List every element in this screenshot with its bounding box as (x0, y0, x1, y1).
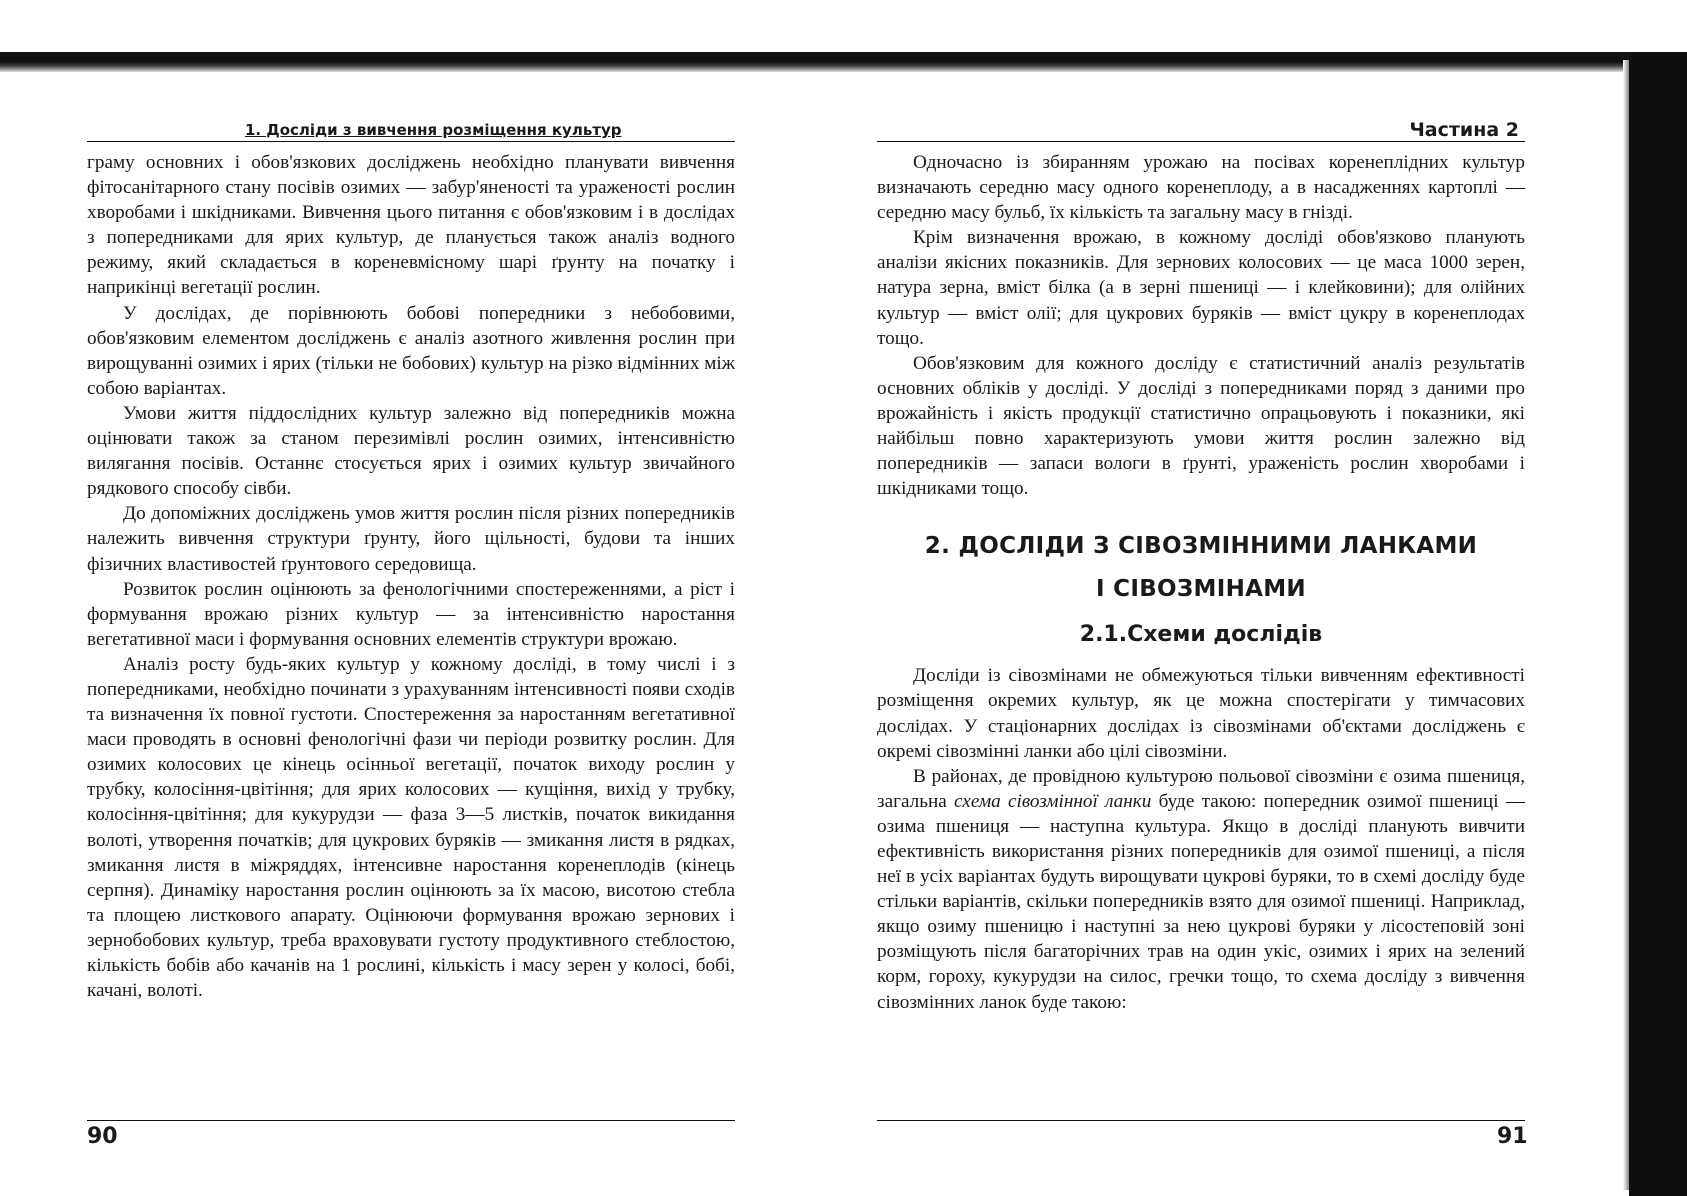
scan-top-edge (0, 52, 1687, 72)
left-page (87, 120, 735, 1003)
right-paragraph-5 (877, 764, 1525, 1015)
section-title-line-2: І СІВОЗМІНАМИ (1096, 576, 1306, 603)
left-paragraph-5: Розвиток рослин оцінюють за фенологічними спостереженнями, а ріст і формування врожаю різних культур — за інтенсивністю наростання вегетативної маси і формування основних елементів структури врожаю. (87, 578, 735, 650)
left-paragraph-6: Аналіз росту будь-яких культур у кожному досліді, в тому числі і з попередниками, необхідно починати з урахуванням інтенсивності появи сходів та визначення їх повної густоти. Спостереження за наростанням вегетативної маси проводять в основні фенологічні фази чи періоди розвитку рослин. Для озимих колосових це кінець осінньої вегетації, початок виходу рослин у трубку, колосіння-цвітіння; для ярих колосових — кущіння, вихід у трубку, колосіння-цвітіння; для кукурудзи — фаза 3—5 листків, початок викидання волоті, утворення початків; для цукрових буряків — змикання листя в рядках, змикання листя в міжряддях, інтенсивне наростання коренеплодів (кінець серпня). Динаміку наростання рослин оцінюють за їх масою, висотою стебла та площею листкового апарату. Оцінюючи формування врожаю зернових і зернобобових культур, треба враховувати густоту продуктивного стеблостою, кількість бобів або качанів на 1 рослині, кількість і масу зерен у колосі, бобі, качані, волоті. (87, 653, 735, 1002)
page-gutter-shadow (1623, 60, 1629, 1190)
scan-right-edge (1629, 52, 1687, 1196)
left-body-text (87, 150, 735, 1003)
subsection-title: 2.1.Схеми дослідів (1079, 622, 1323, 648)
right-body-text-bottom (877, 663, 1525, 1014)
right-paragraph-3: Обов'язковим для кожного досліду є статистичний аналіз результатів основних обліків у досліді. У досліді з попередниками поряд з даними про врожайність і якість продукції статистично опрацьовують і показники, які найбільш повно характеризують умови життя рослин залежно від попередників — запаси вологи в ґрунті, ураженість рослин хворобами і шкідниками тощо. (877, 352, 1525, 500)
section-title (877, 525, 1525, 611)
right-running-head: Частина 2 (877, 120, 1525, 142)
left-paragraph-2: У дослідах, де порівнюють бобові попередники з небобовими, обов'язковим елементом досліджень є аналіз азотного живлення рослин при вирощуванні озимих і ярих (тільки не бобових) культур на різко відмінних між собою варіантах. (87, 302, 735, 399)
paragraph-5-end: буде такою: попередник озимої пшениці — озима пшениця — наступна культура. Якщо в досліді планують вивчити ефективність використання різних попередників для озимої пшениці, а після неї в усіх варіантах будуть вирощувати цукрові буряки, то в схемі досліду буде стільки варіантів, скільки попередників взято для озимої пшениці. Наприклад, якщо озиму пшеницю і наступні за нею цукрові буряки у лісостеповій зоні розміщують після багаторічних трав на один укіс, озимих і ярих на зелений корм, гороху, кукурудзи на силос, гречки тощо, то схема досліду з вивчення сівозмінних ланок буде такою: (877, 790, 1525, 1013)
right-page-number: 91 (1497, 1124, 1528, 1149)
section-title-line-1: 2. ДОСЛІДИ З СІВОЗМІННИМИ ЛАНКАМИ (924, 533, 1478, 560)
left-paragraph-4: До допоміжних досліджень умов життя рослин після різних попередників належить вивчення структури ґрунту, його щільності, будови та інших фізичних властивостей ґрунтового середовища. (87, 503, 735, 575)
left-running-head-text: 1. Досліди з вивчення розміщення культур (245, 121, 622, 139)
paragraph-5-italic-term: схема сівозмінної ланки (954, 790, 1152, 812)
left-page-number: 90 (87, 1124, 118, 1149)
right-body-text-top (877, 150, 1525, 501)
right-footer-rule (877, 1120, 1525, 1121)
left-running-head (87, 120, 735, 142)
paragraph-5-start: В районах, де провідною культурою польової сівозміни є озима пшениця, загальна (877, 765, 1525, 812)
right-paragraph-1: Одночасно із збиранням урожаю на посівах коренеплідних культур визначають середню масу одного коренеплоду, а в насадженнях картоплі — середню масу бульб, їх кількість та загальну масу в гнізді. (877, 152, 1525, 224)
right-paragraph-4: Досліди із сівозмінами не обмежуються тільки вивченням ефективності розміщення окремих культур, як це можна спостерігати у тимчасових дослідах. У стаціонарних дослідах із сівозмінами об'єктами досліджень є окремі сівозмінні ланки або цілі сівозміни. (877, 665, 1525, 762)
right-page (877, 120, 1525, 1015)
right-paragraph-2: Крім визначення врожаю, в кожному досліді обов'язково планують аналізи якісних показників. Для зернових колосових — це маса 1000 зерен, натура зерна, вміст білка (а в зерні пшениці — і клейковини); для олійних культур — вміст олії; для цукрових буряків — вміст цукру в коренеплодах тощо. (877, 227, 1525, 349)
left-paragraph-3: Умови життя піддослідних культур залежно від попередників можна оцінювати також за станом перезимівлі рослин озимих, інтенсивністю вилягання посівів. Останнє стосується ярих і озимих культур звичайного рядкового способу сівби. (87, 402, 735, 500)
left-paragraph-1: граму основних і обов'язкових досліджень необхідно планувати вивчення фітосанітарного стану посівів озимих — забур'яненості та ураженості рослин хворобами і шкідниками. Вивчення цього питання є обов'язковим і в дослідах з попередниками для ярих культур, де планується також аналіз водного режиму, який складається в кореневмісному шарі ґрунту на початку і наприкінці вегетації рослин. (87, 152, 735, 299)
left-footer-rule (87, 1120, 735, 1121)
